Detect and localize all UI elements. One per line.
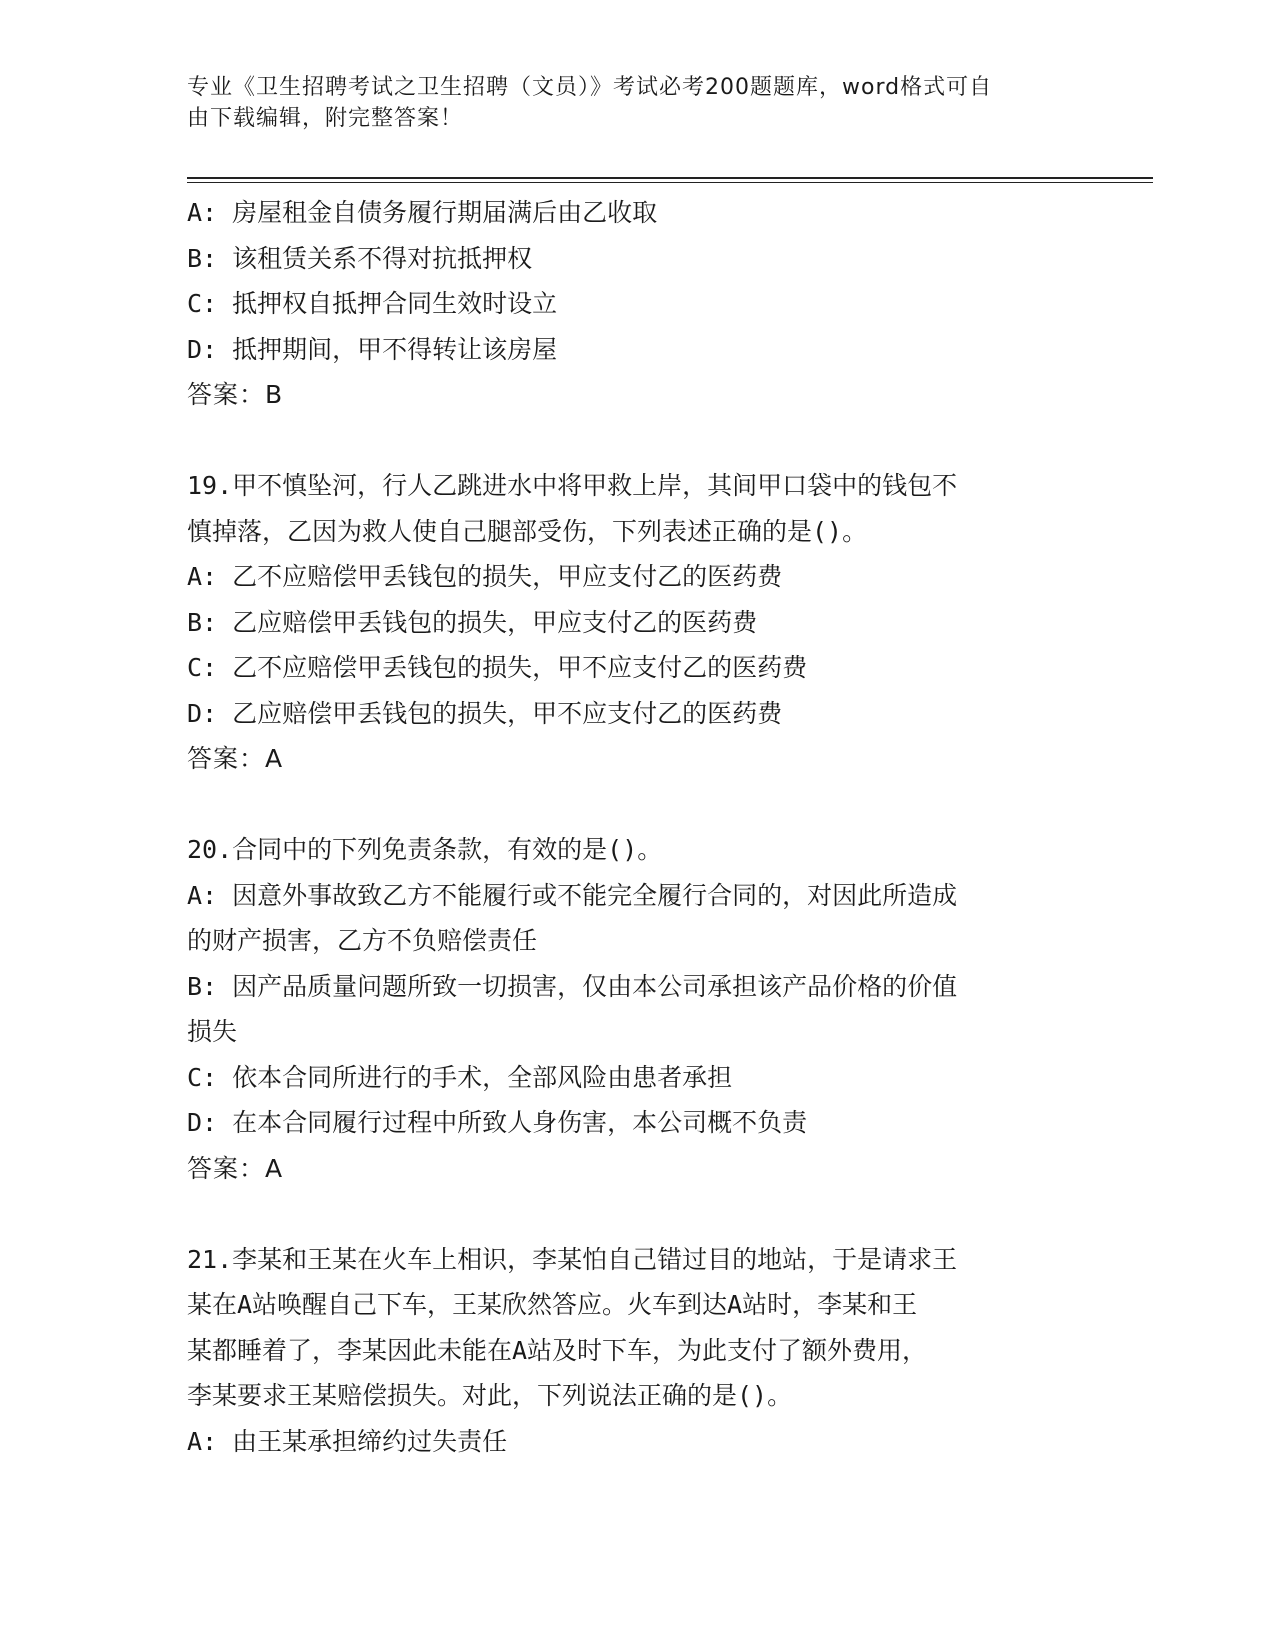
answer: 答案：A xyxy=(187,744,284,773)
question-stem: 某在A站唤醒自己下车，王某欣然答应。火车到达A站时，李某和王 xyxy=(187,1290,918,1319)
option-b: B: 因产品质量问题所致一切损害，仅由本公司承担该产品价格的价值 xyxy=(187,971,958,1001)
spacer xyxy=(187,1191,1067,1237)
header-divider-thick xyxy=(187,177,1153,179)
option-a: A: 因意外事故致乙方不能履行或不能完全履行合同的，对因此所造成 xyxy=(187,880,958,910)
question-stem: 20.合同中的下列免责条款，有效的是()。 xyxy=(187,835,663,864)
option-c: C: 乙不应赔偿甲丢钱包的损失，甲不应支付乙的医药费 xyxy=(187,653,808,682)
spacer xyxy=(187,418,1067,464)
question-18 xyxy=(187,190,1067,418)
option-d: D: 抵押期间，甲不得转让该房屋 xyxy=(187,334,558,364)
answer: 答案：B xyxy=(187,380,284,409)
header-line-2: 由下载编辑，附完整答案！ xyxy=(187,106,464,131)
option-a: A: 房屋租金自债务履行期届满后由乙收取 xyxy=(187,198,658,227)
question-stem: 某都睡着了，李某因此未能在A站及时下车，为此支付了额外费用， xyxy=(187,1335,928,1365)
question-21 xyxy=(187,1237,1067,1465)
question-20 xyxy=(187,827,1067,1191)
question-stem: 李某要求王某赔偿损失。对此，下列说法正确的是()。 xyxy=(187,1381,793,1410)
option-b-continued: 损失 xyxy=(187,1017,238,1046)
option-a: A: 由王某承担缔约过失责任 xyxy=(187,1426,508,1456)
header-divider-thin xyxy=(187,182,1153,183)
question-stem: 慎掉落，乙因为救人使自己腿部受伤，下列表述正确的是()。 xyxy=(187,516,868,546)
answer: 答案：A xyxy=(187,1153,284,1183)
question-19 xyxy=(187,463,1067,782)
option-b: B: 该租赁关系不得对抗抵押权 xyxy=(187,243,533,273)
header-line-1: 专业《卫生招聘考试之卫生招聘（文员）》考试必考200题题库，word格式可自 xyxy=(187,75,993,100)
question-content xyxy=(187,190,1067,1464)
option-b: B: 乙应赔偿甲丢钱包的损失，甲应支付乙的医药费 xyxy=(187,607,758,637)
option-c: C: 抵押权自抵押合同生效时设立 xyxy=(187,289,558,318)
question-stem: 21.李某和王某在火车上相识，李某怕自己错过目的地站，于是请求王 xyxy=(187,1244,958,1274)
option-a: A: 乙不应赔偿甲丢钱包的损失，甲应支付乙的医药费 xyxy=(187,562,783,591)
document-header xyxy=(187,72,1067,134)
question-stem: 19.甲不慎坠河，行人乙跳进水中将甲救上岸，其间甲口袋中的钱包不 xyxy=(187,471,958,500)
option-c: C: 依本合同所进行的手术，全部风险由患者承担 xyxy=(187,1062,733,1092)
spacer xyxy=(187,782,1067,828)
option-d: D: 在本合同履行过程中所致人身伤害，本公司概不负责 xyxy=(187,1108,808,1137)
option-d: D: 乙应赔偿甲丢钱包的损失，甲不应支付乙的医药费 xyxy=(187,698,783,728)
option-a-continued: 的财产损害，乙方不负赔偿责任 xyxy=(187,926,538,955)
